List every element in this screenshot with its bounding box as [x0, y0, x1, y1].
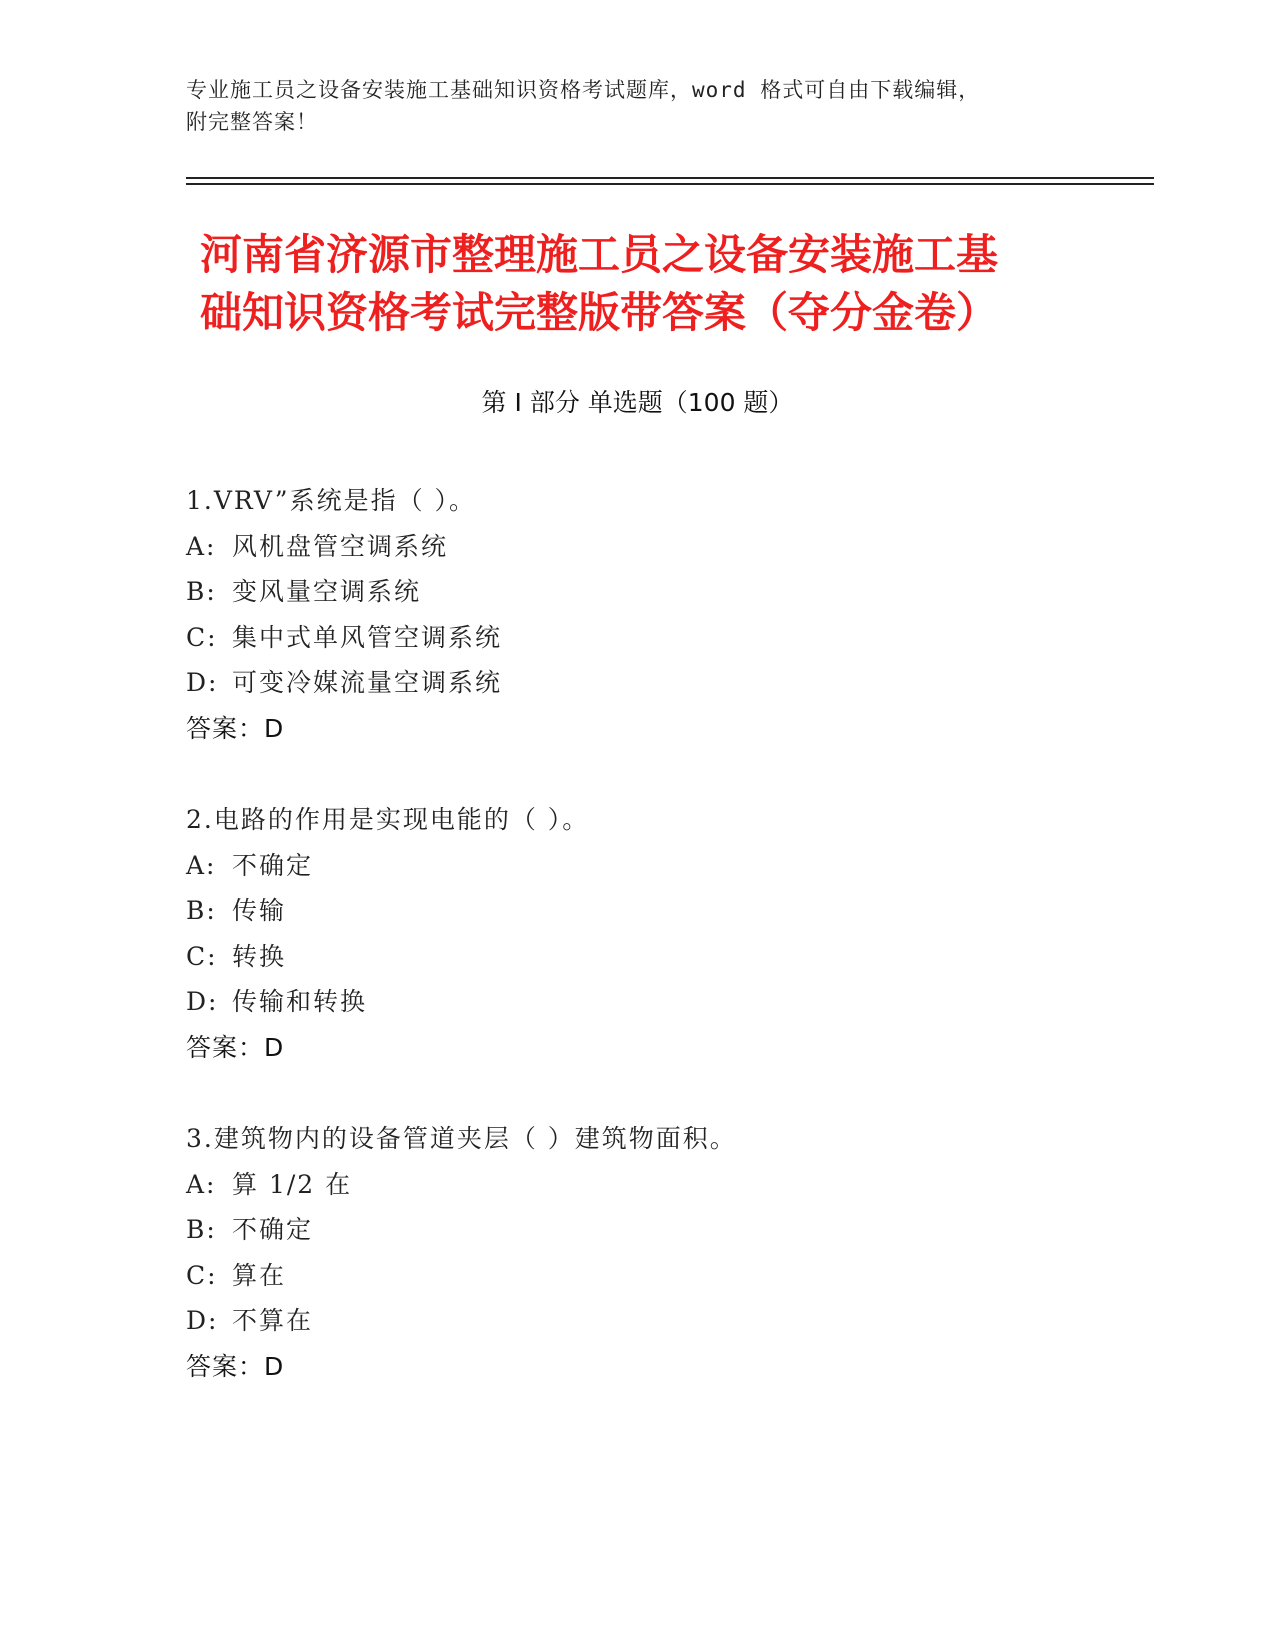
option-text: 算 1/2 在: [232, 1169, 353, 1199]
option-letter: C:: [186, 622, 218, 652]
question-block: [186, 478, 1086, 751]
option-text: 不确定: [232, 850, 314, 880]
header-note: [186, 74, 1086, 138]
answer-line: 答案：D: [186, 713, 285, 743]
option-text: 传输: [232, 896, 287, 925]
option-text: 不确定: [232, 1215, 314, 1244]
option-text: 传输和转换: [232, 987, 368, 1016]
option-text: 变风量空调系统: [232, 577, 422, 606]
option-d: [186, 1298, 1086, 1344]
option-c: [186, 934, 1086, 980]
header-note-line-2: 附完整答案！: [186, 110, 318, 134]
header-divider-top: [186, 177, 1154, 179]
option-text: 集中式单风管空调系统: [232, 622, 503, 652]
document-title-line-2: 础知识资格考试完整版带答案（夺分金卷）: [200, 288, 999, 337]
option-d: [186, 660, 1086, 706]
option-text: 可变冷媒流量空调系统: [232, 668, 503, 697]
header-note-line-1: 专业施工员之设备安装施工基础知识资格考试题库，word 格式可自由下载编辑，: [186, 78, 981, 102]
answer-line: 答案：D: [186, 1032, 285, 1062]
document-title: [200, 226, 1100, 342]
option-text: 不算在: [232, 1306, 314, 1335]
option-b: [186, 1207, 1086, 1253]
option-a: [186, 1162, 1086, 1208]
header-divider-bottom: [186, 183, 1154, 185]
option-letter: C:: [186, 1260, 218, 1290]
option-b: [186, 888, 1086, 934]
option-letter: B:: [186, 577, 217, 606]
option-text: 风机盘管空调系统: [232, 531, 449, 561]
option-letter: A:: [186, 531, 217, 561]
section-title: 第 I 部分 单选题（100 题）: [481, 388, 794, 417]
option-c: [186, 1253, 1086, 1299]
option-b: [186, 569, 1086, 615]
answer-line: 答案：D: [186, 1351, 285, 1381]
document-title-line-1: 河南省济源市整理施工员之设备安装施工基: [200, 230, 999, 279]
option-letter: B:: [186, 896, 217, 925]
option-c: [186, 615, 1086, 661]
option-text: 算在: [232, 1260, 287, 1290]
option-text: 转换: [232, 941, 287, 971]
option-a: [186, 524, 1086, 570]
question-stem: 2.电路的作用是实现电能的（ ）。: [186, 805, 590, 834]
question-block: [186, 1116, 1086, 1389]
question-stem: 1.VRV”系统是指（ ）。: [186, 486, 477, 515]
option-letter: D:: [186, 1306, 219, 1335]
option-letter: D:: [186, 668, 219, 697]
question-stem: 3.建筑物内的设备管道夹层（ ）建筑物面积。: [186, 1124, 737, 1153]
option-letter: D:: [186, 987, 219, 1016]
question-block: [186, 797, 1086, 1070]
option-a: [186, 843, 1086, 889]
option-letter: A:: [186, 1169, 217, 1199]
option-letter: B:: [186, 1215, 217, 1244]
option-letter: C:: [186, 941, 218, 971]
option-d: [186, 979, 1086, 1025]
option-letter: A:: [186, 850, 217, 880]
